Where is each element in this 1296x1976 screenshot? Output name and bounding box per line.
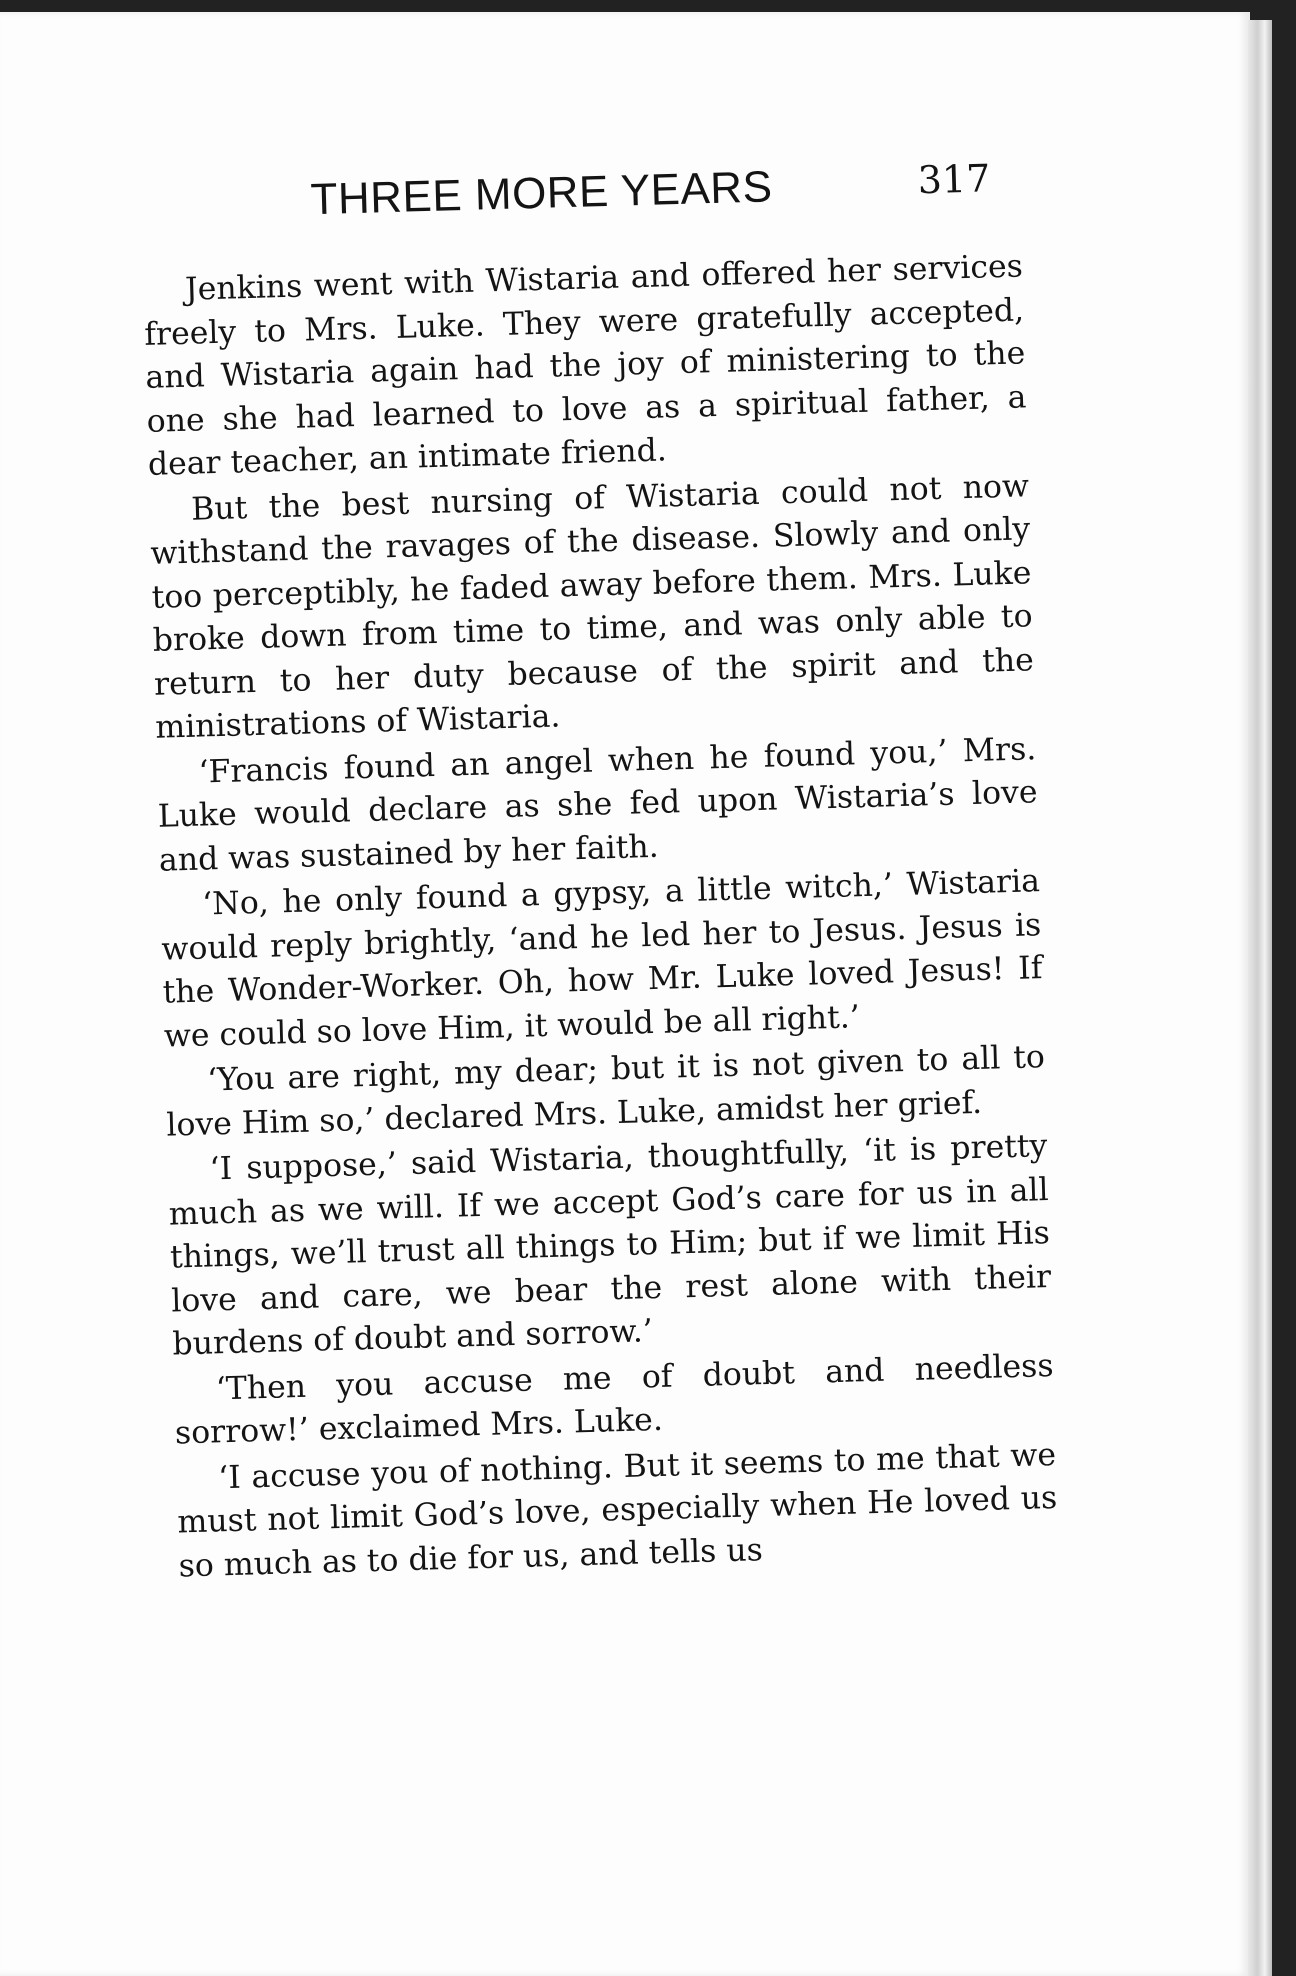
page-text-block xyxy=(140,155,1059,1590)
paragraph: ‘I suppose,’ said Wistaria, thoughtfully, ‘it is pretty much as we will. If we accept God’s care for us in all things, we’ll trust all things to Him; but if we limit His love and care, we bear the rest alone with their burdens of doubt and sorrow.’ xyxy=(168,1128,1052,1363)
running-head-title: THREE MORE YEARS xyxy=(309,162,774,225)
paragraph: But the best nursing of Wistaria could not now withstand the ravages of the disease. Slowly and only too perceptibly, he faded away before them. Mrs. Luke broke down from time to time, and was only able to return to her duty because of the spirit and the ministrations of Wistaria. xyxy=(149,467,1035,746)
paragraph: ‘You are right, my dear; but it is not given to all to love Him so,’ declared Mrs. Luke, amidst her grief. xyxy=(165,1039,1046,1144)
paragraph: ‘I accuse you of nothing. But it seems to me that we must not limit God’s love, especially when He loved us so much as to die for us, and tells us xyxy=(176,1436,1058,1584)
page-number: 317 xyxy=(917,156,991,203)
body-text xyxy=(143,245,1059,1588)
page-edge xyxy=(1248,20,1272,1976)
running-head xyxy=(310,156,991,237)
paragraph: ‘Francis found an angel when he found you,’ Mrs. Luke would declare as she fed upon Wistaria’s love and was sustained by her faith. xyxy=(157,730,1038,879)
paragraph: ‘Then you accuse me of doubt and needless sorrow!’ exclaimed Mrs. Luke. xyxy=(174,1347,1054,1452)
book-page xyxy=(0,12,1250,1976)
paragraph: ‘No, he only found a gypsy, a little witch,’ Wistaria would reply brightly, ‘and he led her to Jesus. Jesus is the Wonder-Worker. Oh, how Mr. Luke loved Jesus! If we could so love Him, it would be all right.’ xyxy=(160,863,1043,1055)
paragraph: Jenkins went with Wistaria and offered her services freely to Mrs. Luke. They were gratefully accepted, and Wistaria again had the joy of ministering to the one she had learned to love as a spiritual father, a dear teacher, an intimate friend. xyxy=(143,248,1027,483)
